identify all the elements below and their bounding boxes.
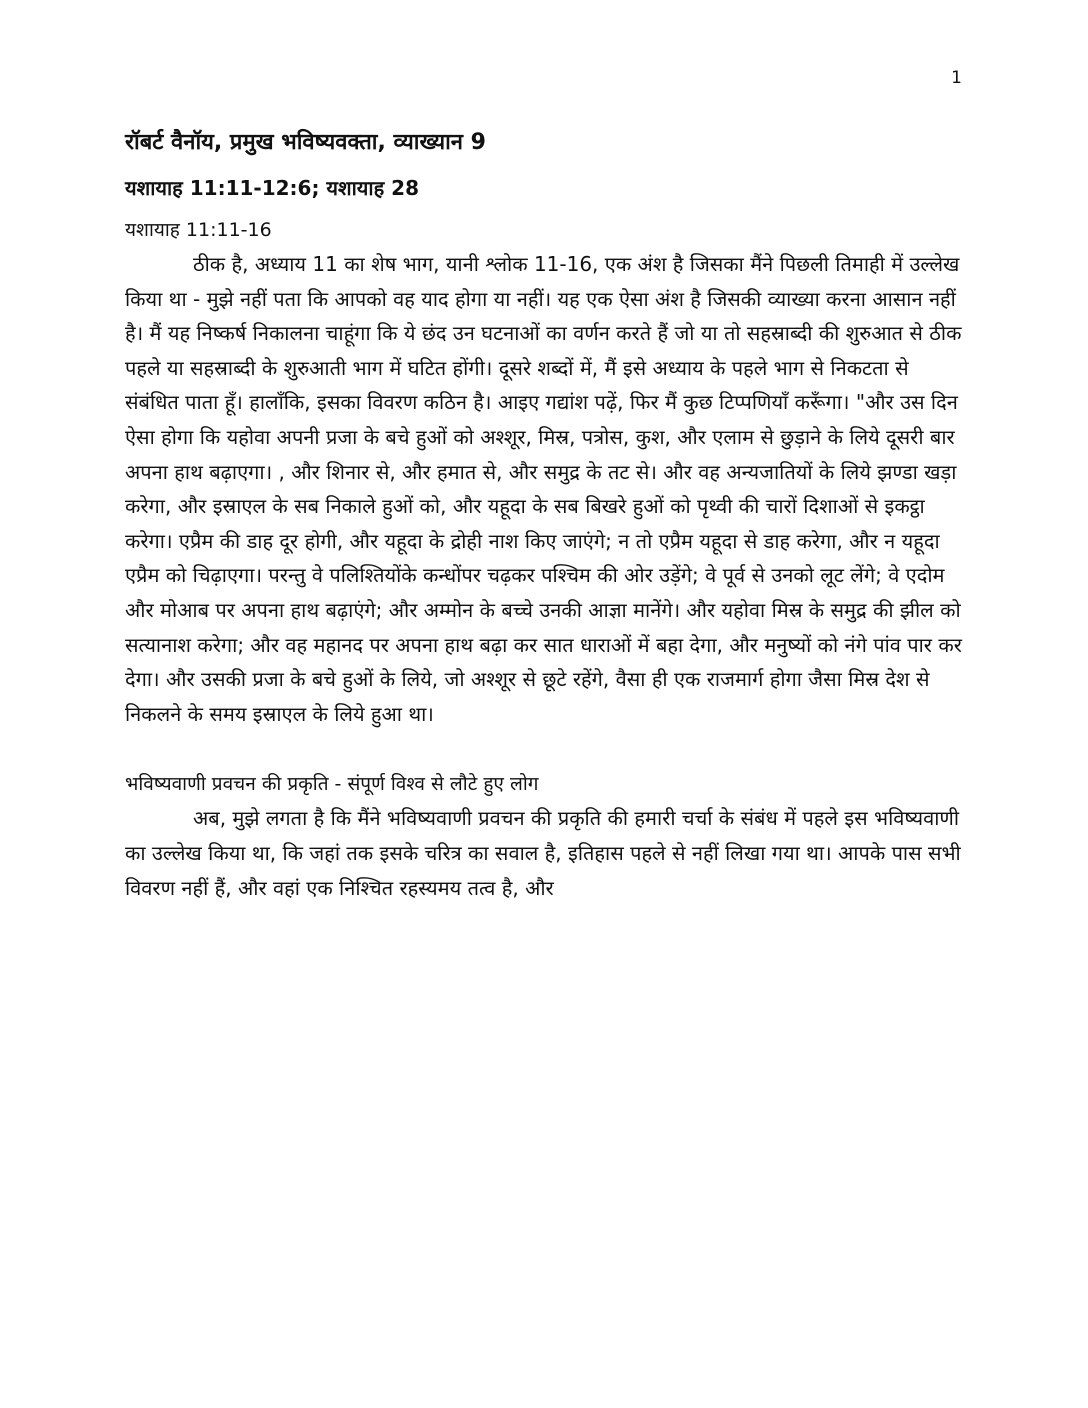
section-heading: भविष्यवाणी प्रवचन की प्रकृति - संपूर्ण विश्व से लौटे हुए लोग — [125, 773, 539, 796]
section-paragraph: अब, मुझे लगता है कि मैंने भविष्यवाणी प्रवचन की प्रकृति की हमारी चर्चा के संबंध में पहले इस भविष्यवाणी का उल्लेख किया था, कि जहां तक इसके चरित्र का सवाल है, इतिहास पहले से नहीं लिखा गया था। आपके पास सभी विवरण नहीं हैं, और वहां एक निश्चित रहस्यमय तत्व है, और — [125, 806, 961, 900]
document-title: रॉबर्ट वैनॉय, प्रमुख भविष्यवक्ता, व्याख्यान 9 — [125, 130, 486, 155]
document-subtitle: यशायाह 11:11-12:6; यशायाह 28 — [125, 176, 419, 200]
section-prophetic-discourse — [125, 767, 965, 905]
page-number: 1 — [951, 68, 962, 88]
section-heading: यशायाह 11:11-16 — [125, 219, 272, 241]
section-spacer — [125, 731, 965, 767]
section-isaiah-11 — [125, 213, 965, 731]
document-body — [125, 125, 965, 905]
section-paragraph: ठीक है, अध्याय 11 का शेष भाग, यानी श्लोक 11-16, एक अंश है जिसका मैंने पिछली तिमाही में उल्लेख किया था - मुझे नहीं पता कि आपको वह याद होगा या नहीं। यह एक ऐसा अंश है जिसकी व्याख्या करना आसान नहीं है। मैं यह निष्कर्ष निकालना चाहूंगा कि ये छंद उन घटनाओं का वर्णन करते हैं जो या तो सहस्राब्दी की शुरुआत से ठीक पहले या सहस्राब्दी के शुरुआती भाग में घटित होंगी। दूसरे शब्दों में, मैं इसे अध्याय के पहले भाग से निकटता से संबंधित पाता हूँ। हालाँकि, इसका विवरण कठिन है। आइए गद्यांश पढ़ें, फिर मैं कुछ टिप्पणियाँ करूँगा। "और उस दिन ऐसा होगा कि यहोवा अपनी प्रजा के बचे हुओं को अश्शूर, मिस्र, पत्रोस, कुश, और एलाम से छुड़ाने के लिये दूसरी बार अपना हाथ बढ़ाएगा। , और शिनार से, और हमात से, और समुद्र के तट से। और वह अन्यजातियों के लिये झण्डा खड़ा करेगा, और इस्राएल के सब निकाले हुओं को, और यहूदा के सब बिखरे हुओं को पृथ्वी की चारों दिशाओं से इकट्ठा करेगा। एप्रैम की डाह दूर होगी, और यहूदा के द्रोही नाश किए जाएंगे; न तो एप्रैम यहूदा से डाह करेगा, और न यहूदा एप्रैम को चिढ़ाएगा। परन्तु वे पलिश्तियोंके कन्धोंपर चढ़कर पश्चिम की ओर उड़ेंगे; वे पूर्व से उनको लूट लेंगे; वे एदोम और मोआब पर अपना हाथ बढ़ाएंगे; और अम्मोन के बच्चे उनकी आज्ञा मानेंगे। और यहोवा मिस्र के समुद्र की झील को सत्यानाश करेगा; और वह महानद पर अपना हाथ बढ़ा कर सात धाराओं में बहा देगा, और मनुष्यों को नंगे पांव पार कर देगा। और उसकी प्रजा के बचे हुओं के लिये, जो अश्शूर से छूटे रहेंगे, वैसा ही एक राजमार्ग होगा जैसा मिस्र देश से निकलने के समय इस्राएल के लिये हुआ था। — [125, 252, 962, 726]
